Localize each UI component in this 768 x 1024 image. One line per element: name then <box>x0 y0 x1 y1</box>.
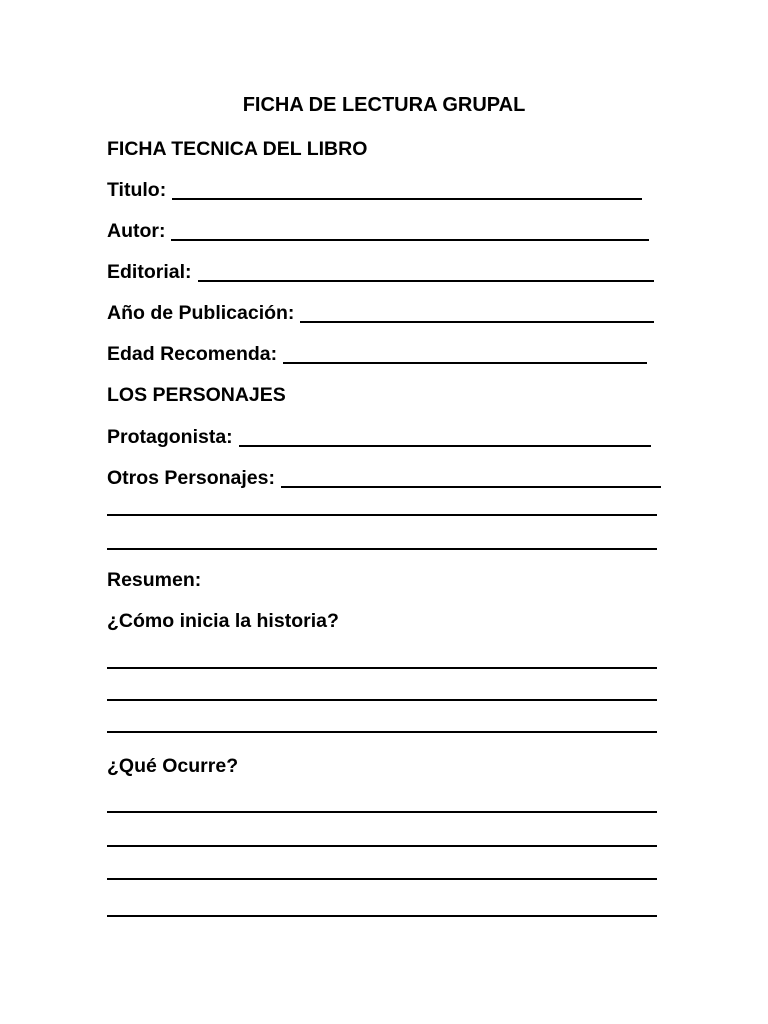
summary-heading <box>107 567 201 593</box>
section-heading-characters-label: LOS PERSONAJES <box>107 384 286 406</box>
section-heading-book-label: FICHA TECNICA DEL LIBRO <box>107 138 368 160</box>
field-autor[interactable] <box>107 218 649 244</box>
field-anio-publicacion-label: Año de Publicación: <box>107 302 295 324</box>
field-titulo[interactable] <box>107 177 642 203</box>
question-start <box>107 608 339 634</box>
field-otros-personajes-label: Otros Personajes: <box>107 467 275 489</box>
field-titulo-blank[interactable] <box>172 198 642 200</box>
field-anio-publicacion-blank[interactable] <box>300 321 654 323</box>
field-titulo-label: Titulo: <box>107 179 167 201</box>
field-otros-personajes[interactable] <box>107 465 661 491</box>
section-heading-characters <box>107 382 286 408</box>
field-anio-publicacion[interactable] <box>107 300 654 326</box>
summary-heading-label: Resumen: <box>107 569 202 591</box>
blank-line-middle-2[interactable] <box>107 845 657 847</box>
question-middle-label: ¿Qué Ocurre? <box>107 755 239 777</box>
page-title: FICHA DE LECTURA GRUPAL <box>242 94 526 116</box>
question-middle <box>107 753 238 779</box>
section-heading-book <box>107 136 367 162</box>
field-autor-label: Autor: <box>107 220 166 242</box>
field-protagonista[interactable] <box>107 424 651 450</box>
field-edad-recomendada[interactable] <box>107 341 647 367</box>
blank-line-start-2[interactable] <box>107 699 657 701</box>
field-protagonista-blank[interactable] <box>239 445 651 447</box>
question-start-label: ¿Cómo inicia la historia? <box>107 610 339 632</box>
blank-line-middle-3[interactable] <box>107 878 657 880</box>
field-editorial-blank[interactable] <box>198 280 654 282</box>
field-editorial[interactable] <box>107 259 654 285</box>
blank-line-middle-4[interactable] <box>107 915 657 917</box>
field-editorial-label: Editorial: <box>107 261 192 283</box>
blank-line-start-1[interactable] <box>107 667 657 669</box>
blank-line-start-3[interactable] <box>107 731 657 733</box>
blank-line-characters-1[interactable] <box>107 514 657 516</box>
field-otros-personajes-blank[interactable] <box>281 486 661 488</box>
field-autor-blank[interactable] <box>171 239 649 241</box>
field-edad-recomendada-blank[interactable] <box>283 362 647 364</box>
field-edad-recomendada-label: Edad Recomenda: <box>107 343 278 365</box>
blank-line-characters-2[interactable] <box>107 548 657 550</box>
field-protagonista-label: Protagonista: <box>107 426 233 448</box>
blank-line-middle-1[interactable] <box>107 811 657 813</box>
